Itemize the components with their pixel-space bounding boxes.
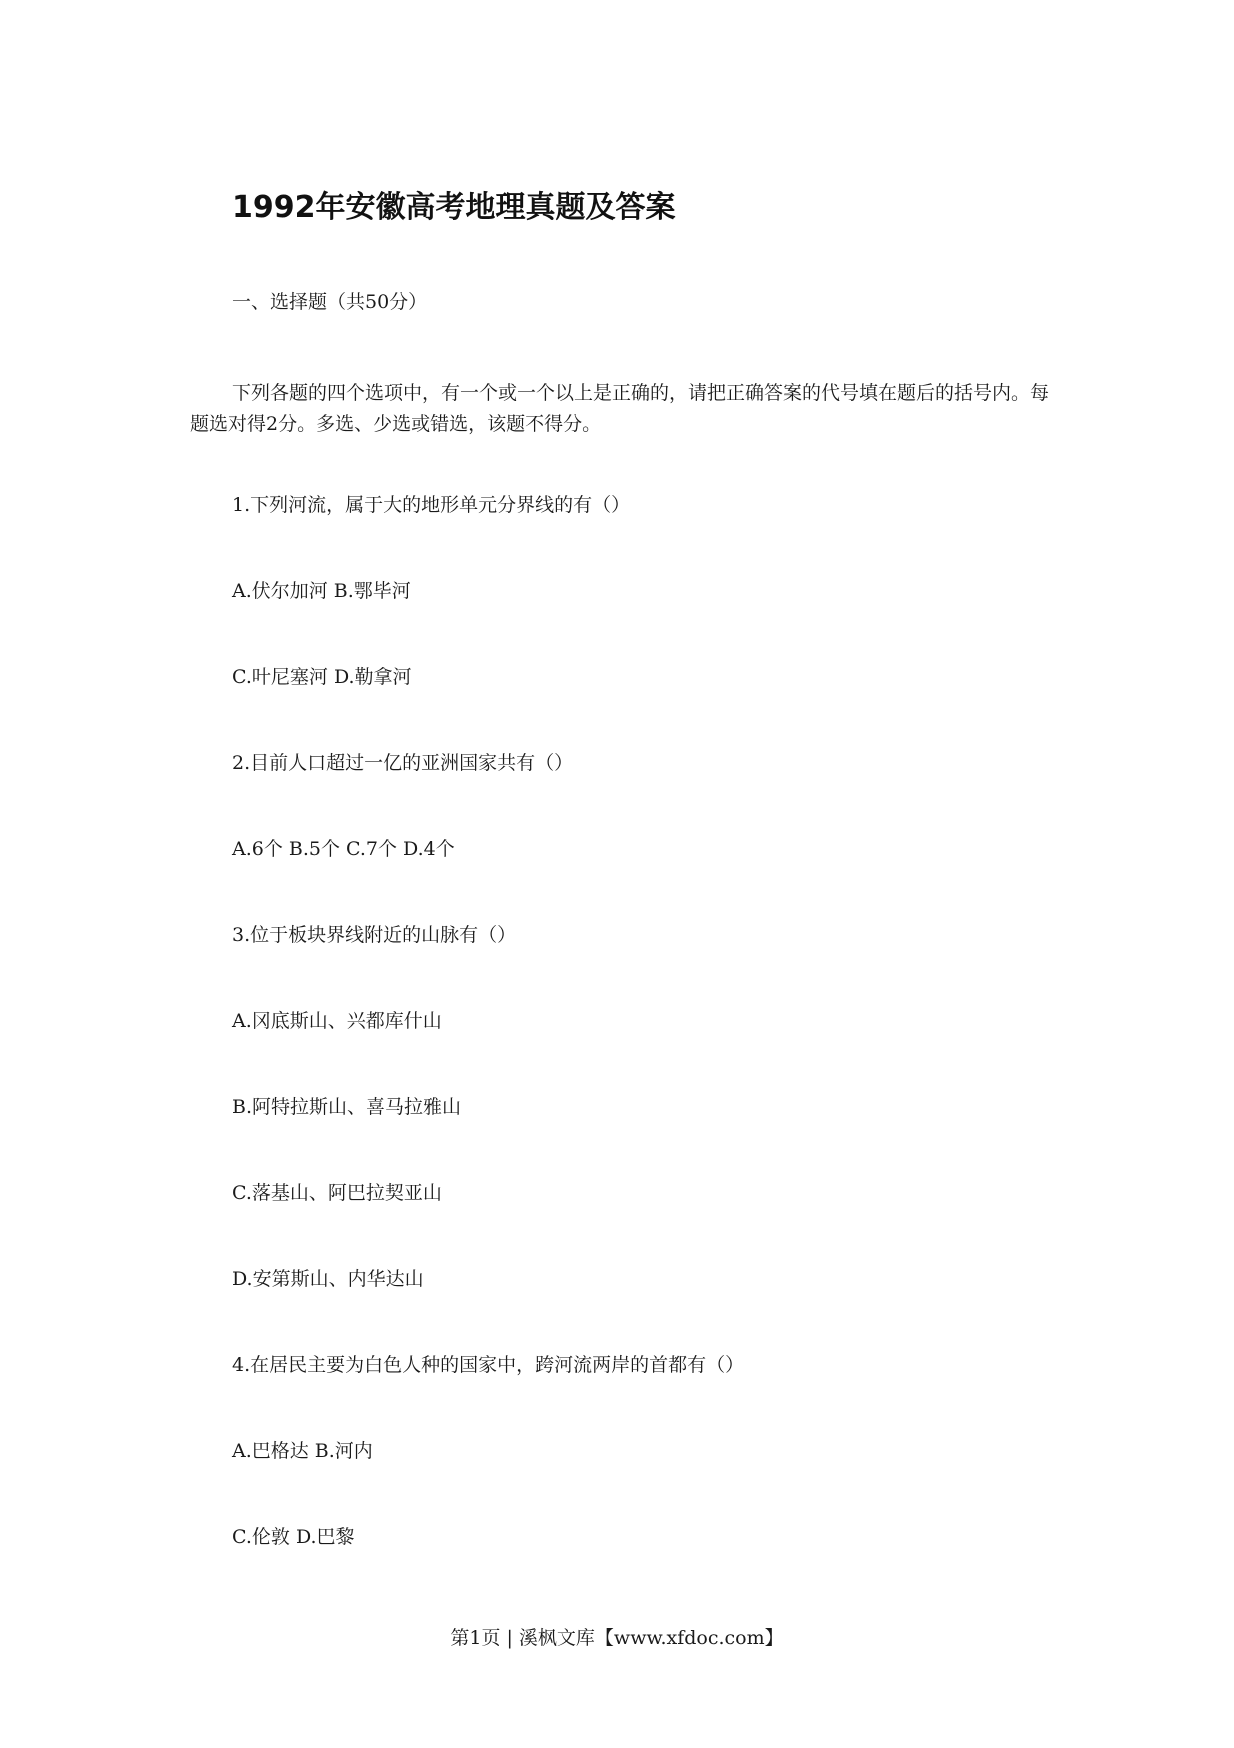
question-3-option-a: A.冈底斯山、兴都库什山 [232,1010,442,1032]
instructions-paragraph: 下列各题的四个选项中，有一个或一个以上是正确的，请把正确答案的代号填在题后的括号内。每题选对得2分。多选、少选或错选，该题不得分。 [190,382,1050,435]
document-title: 1992年安徽高考地理真题及答案 [232,190,676,225]
section-heading: 一、选择题（共50分） [232,291,428,313]
question-2: 2.目前人口超过一亿的亚洲国家共有（） [232,752,574,774]
question-3-option-c: C.落基山、阿巴拉契亚山 [232,1182,442,1204]
question-3-option-b: B.阿特拉斯山、喜马拉雅山 [232,1096,462,1118]
question-4-options-ab: A.巴格达 B.河内 [232,1440,373,1462]
question-4-options-cd: C.伦敦 D.巴黎 [232,1526,355,1548]
question-3-option-d: D.安第斯山、内华达山 [232,1268,424,1290]
question-4: 4.在居民主要为白色人种的国家中，跨河流两岸的首都有（） [232,1354,745,1376]
question-1: 1.下列河流，属于大的地形单元分界线的有（） [232,494,631,516]
page-footer: 第1页 | 溪枫文库【www.xfdoc.com】 [450,1627,784,1649]
question-1-options-cd: C.叶尼塞河 D.勒拿河 [232,666,412,688]
question-3: 3.位于板块界线附近的山脉有（） [232,924,517,946]
question-1-options-ab: A.伏尔加河 B.鄂毕河 [232,580,411,602]
question-2-options: A.6个 B.5个 C.7个 D.4个 [232,838,455,860]
